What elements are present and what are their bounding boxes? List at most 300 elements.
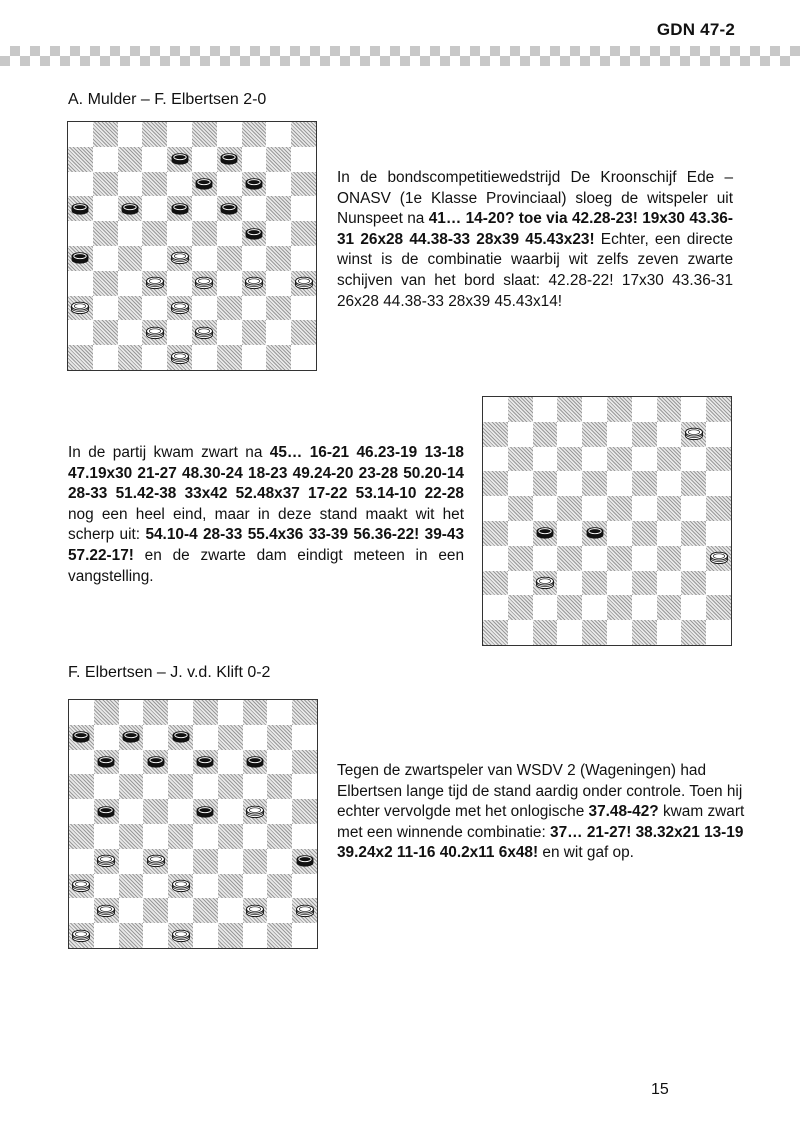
board-square-dark (68, 147, 93, 172)
board-square-dark (632, 471, 657, 496)
board-square-light (243, 824, 268, 849)
black-piece-icon (170, 152, 189, 167)
board-square-light (68, 320, 93, 345)
board-square-light (68, 172, 93, 197)
board-square-light (68, 221, 93, 246)
board-square-light (243, 923, 268, 948)
board-square-light (607, 471, 632, 496)
board-square-light (243, 774, 268, 799)
board-square-dark (266, 196, 291, 221)
board-square-dark (94, 750, 119, 775)
board-square-dark (217, 196, 242, 221)
board-square-dark (483, 471, 508, 496)
board-square-light (483, 496, 508, 521)
black-piece-icon (71, 251, 90, 266)
board-square-light (266, 122, 291, 147)
board-square-dark (168, 725, 193, 750)
board-square-light (69, 898, 94, 923)
white-piece-icon (72, 878, 91, 893)
black-piece-icon (195, 176, 214, 191)
board-square-light (681, 447, 706, 472)
game-title-3: F. Elbertsen – J. v.d. Klift 0-2 (68, 664, 271, 681)
board-square-light (68, 122, 93, 147)
board-square-light (533, 447, 558, 472)
commentary-text: kwam zwart met een winnende combinatie: (337, 803, 745, 841)
board-square-light (119, 750, 144, 775)
white-piece-icon (245, 804, 264, 819)
board-square-light (168, 799, 193, 824)
board-square-dark (557, 546, 582, 571)
magazine-code: GDN 47-2 (656, 20, 735, 39)
board-square-light (68, 271, 93, 296)
board-square-light (292, 824, 317, 849)
board-square-dark (267, 923, 292, 948)
board-square-light (218, 750, 243, 775)
board-square-light (291, 246, 316, 271)
board-square-light (292, 874, 317, 899)
board-square-light (242, 345, 267, 370)
board-square-light (118, 172, 143, 197)
black-piece-icon (220, 201, 239, 216)
board-square-light (267, 799, 292, 824)
board-square-light (632, 595, 657, 620)
white-piece-icon (71, 300, 90, 315)
board-square-dark (533, 521, 558, 546)
black-piece-icon (220, 152, 239, 167)
board-square-dark (657, 397, 682, 422)
board-square-dark (143, 898, 168, 923)
board-square-light (118, 271, 143, 296)
board-square-dark (68, 345, 93, 370)
board-square-dark (706, 447, 731, 472)
white-piece-icon (195, 276, 214, 291)
board-square-dark (266, 246, 291, 271)
white-piece-icon (684, 427, 703, 442)
board-square-light (94, 874, 119, 899)
board-square-dark (242, 221, 267, 246)
board-square-light (218, 849, 243, 874)
board-square-light (706, 422, 731, 447)
board-square-light (243, 725, 268, 750)
black-piece-icon (170, 201, 189, 216)
board-square-light (267, 849, 292, 874)
board-square-dark (266, 345, 291, 370)
board-square-light (681, 546, 706, 571)
board-square-light (706, 571, 731, 596)
board-square-dark (483, 571, 508, 596)
board-square-dark (267, 824, 292, 849)
board-square-light (267, 700, 292, 725)
board-square-dark (94, 849, 119, 874)
board-square-light (681, 595, 706, 620)
board-square-light (533, 397, 558, 422)
board-square-dark (681, 620, 706, 645)
board-square-light (483, 397, 508, 422)
board-square-dark (557, 447, 582, 472)
board-square-light (218, 700, 243, 725)
commentary-text: In de bondscompetitiewedstrijd De Kroonschijf Ede – ONASV (1e Klasse Provinciaal) sloeg de witspeler uit Nunspeet na (337, 169, 733, 228)
board-square-light (266, 221, 291, 246)
board-square-dark (68, 246, 93, 271)
board-square-dark (217, 246, 242, 271)
board-square-light (291, 196, 316, 221)
board-square-light (69, 750, 94, 775)
board-square-dark (217, 345, 242, 370)
board-square-dark (483, 620, 508, 645)
white-piece-icon (170, 251, 189, 266)
board-square-light (143, 725, 168, 750)
board-square-dark (292, 700, 317, 725)
board-square-light (657, 422, 682, 447)
board-square-dark (218, 725, 243, 750)
move-notation: 54.10-4 28-33 55.4x36 33-39 56.36-22! 39-43 57.22-17! (68, 526, 465, 564)
board-square-dark (242, 320, 267, 345)
black-piece-icon (171, 730, 190, 745)
board-square-dark (192, 172, 217, 197)
board-square-dark (681, 521, 706, 546)
board-square-dark (291, 271, 316, 296)
white-piece-icon (146, 854, 165, 869)
white-piece-icon (245, 903, 264, 918)
move-notation: 37.48-42? (588, 803, 659, 821)
board-square-light (93, 147, 118, 172)
board-square-light (167, 172, 192, 197)
board-square-light (291, 345, 316, 370)
board-square-light (168, 750, 193, 775)
board-square-dark (69, 824, 94, 849)
board-square-light (192, 147, 217, 172)
board-square-dark (533, 620, 558, 645)
board-square-light (557, 571, 582, 596)
board-square-dark (94, 898, 119, 923)
board-square-light (142, 246, 167, 271)
board-square-dark (632, 422, 657, 447)
board-square-dark (607, 397, 632, 422)
board-square-light (119, 898, 144, 923)
board-square-light (607, 620, 632, 645)
board-square-dark (119, 824, 144, 849)
move-notation: 45… 16-21 46.23-19 13-18 47.19x30 21-27 48.30-24 18-23 49.24-20 23-28 50.20-14 28-33 51.42-38 33x42 52.48x37 17-22 53.14-10 22-28 (68, 444, 464, 503)
board-square-dark (291, 122, 316, 147)
board-square-light (218, 799, 243, 824)
board-square-light (94, 774, 119, 799)
board-square-light (93, 246, 118, 271)
board-square-dark (167, 345, 192, 370)
board-square-light (242, 147, 267, 172)
board-square-light (533, 496, 558, 521)
board-square-dark (68, 296, 93, 321)
white-piece-icon (97, 854, 116, 869)
black-piece-icon (245, 754, 264, 769)
board-square-light (167, 221, 192, 246)
board-square-dark (582, 521, 607, 546)
board-square-dark (557, 496, 582, 521)
commentary-text: nog een heel eind, maar in deze stand maakt wit het scherp uit: (68, 505, 464, 544)
board-square-light (192, 196, 217, 221)
board-square-light (483, 546, 508, 571)
board-square-dark (582, 571, 607, 596)
board-square-light (681, 496, 706, 521)
board-square-dark (94, 799, 119, 824)
board-square-light (291, 147, 316, 172)
board-square-dark (632, 620, 657, 645)
board-square-light (142, 196, 167, 221)
board-square-dark (243, 849, 268, 874)
board-square-dark (143, 700, 168, 725)
board-square-light (557, 620, 582, 645)
board-square-light (217, 320, 242, 345)
black-piece-icon (120, 201, 139, 216)
board-square-dark (292, 750, 317, 775)
board-square-dark (118, 196, 143, 221)
white-piece-icon (97, 903, 116, 918)
board-square-light (93, 196, 118, 221)
board-square-light (508, 471, 533, 496)
board-square-dark (119, 725, 144, 750)
move-notation: 37… 21-27! 38.32x21 13-19 39.24x2 11-16 40.2x11 6x48! (337, 823, 744, 862)
board-square-light (119, 700, 144, 725)
board-square-dark (607, 595, 632, 620)
board-square-light (142, 147, 167, 172)
commentary-paragraph-3 (337, 761, 747, 864)
board-square-dark (508, 447, 533, 472)
board-square-light (706, 521, 731, 546)
white-piece-icon (195, 325, 214, 340)
white-piece-icon (535, 575, 554, 590)
white-piece-icon (244, 276, 263, 291)
black-piece-icon (71, 201, 90, 216)
black-piece-icon (196, 804, 215, 819)
board-square-dark (508, 595, 533, 620)
board-square-light (582, 595, 607, 620)
commentary-text: en de zwarte dam eindigt meteen in een vangstelling. (68, 546, 464, 585)
board-square-dark (582, 620, 607, 645)
white-piece-icon (709, 551, 728, 566)
board-square-light (267, 898, 292, 923)
board-square-light (267, 750, 292, 775)
board-square-light (632, 397, 657, 422)
board-square-light (143, 874, 168, 899)
black-piece-icon (196, 754, 215, 769)
board-square-dark (118, 246, 143, 271)
board-square-light (119, 849, 144, 874)
board-square-light (217, 172, 242, 197)
board-square-dark (706, 397, 731, 422)
board-square-light (119, 799, 144, 824)
board-square-light (292, 774, 317, 799)
board-square-dark (508, 397, 533, 422)
board-square-light (69, 849, 94, 874)
board-square-dark (167, 147, 192, 172)
board-square-dark (483, 521, 508, 546)
board-square-dark (243, 898, 268, 923)
board-square-light (142, 345, 167, 370)
board-square-light (582, 546, 607, 571)
board-square-light (168, 700, 193, 725)
board-square-light (193, 874, 218, 899)
board-square-dark (142, 221, 167, 246)
commentary-text: Tegen de zwartspeler van WSDV 2 (Wageningen) had Elbertsen lange tijd de stand aardig onder controle. Toen hij echter vervolgde met het onlogische (337, 762, 743, 821)
white-piece-icon (171, 878, 190, 893)
board-square-dark (242, 172, 267, 197)
board-square-dark (508, 496, 533, 521)
board-square-dark (292, 799, 317, 824)
board-square-light (217, 221, 242, 246)
board-square-dark (706, 546, 731, 571)
board-square-dark (557, 595, 582, 620)
board-square-light (242, 196, 267, 221)
black-piece-icon (72, 730, 91, 745)
checker-strip-divider (0, 46, 800, 66)
board-square-light (607, 571, 632, 596)
board-square-dark (243, 700, 268, 725)
board-square-dark (167, 296, 192, 321)
board-square-dark (242, 122, 267, 147)
board-square-light (193, 725, 218, 750)
board-square-dark (143, 849, 168, 874)
board-square-dark (657, 447, 682, 472)
board-square-light (118, 320, 143, 345)
board-square-dark (657, 546, 682, 571)
board-square-dark (69, 874, 94, 899)
board-square-dark (533, 422, 558, 447)
board-square-dark (266, 296, 291, 321)
board-square-dark (242, 271, 267, 296)
board-square-light (94, 923, 119, 948)
board-square-dark (168, 874, 193, 899)
board-square-light (533, 546, 558, 571)
white-piece-icon (145, 276, 164, 291)
board-square-dark (192, 320, 217, 345)
board-square-light (243, 874, 268, 899)
board-square-dark (142, 271, 167, 296)
black-piece-icon (97, 754, 116, 769)
board-square-light (582, 496, 607, 521)
board-square-light (143, 923, 168, 948)
board-square-dark (243, 799, 268, 824)
board-square-dark (218, 824, 243, 849)
board-square-dark (632, 521, 657, 546)
board-square-light (217, 122, 242, 147)
board-square-light (167, 122, 192, 147)
board-square-light (266, 271, 291, 296)
board-square-dark (657, 595, 682, 620)
board-square-light (533, 595, 558, 620)
board-square-dark (193, 849, 218, 874)
board-square-light (192, 296, 217, 321)
board-square-dark (143, 799, 168, 824)
board-square-dark (217, 147, 242, 172)
board-square-dark (681, 471, 706, 496)
board-square-dark (706, 595, 731, 620)
board-square-light (557, 422, 582, 447)
board-square-light (193, 774, 218, 799)
board-square-light (242, 296, 267, 321)
black-piece-icon (244, 226, 263, 241)
black-piece-icon (97, 804, 116, 819)
diagram-board-1 (67, 121, 317, 371)
board-square-dark (93, 320, 118, 345)
board-square-dark (68, 196, 93, 221)
white-piece-icon (170, 350, 189, 365)
white-piece-icon (171, 928, 190, 943)
board-square-dark (168, 923, 193, 948)
board-square-light (143, 824, 168, 849)
board-square-dark (267, 774, 292, 799)
board-square-dark (508, 546, 533, 571)
board-square-light (69, 700, 94, 725)
board-square-light (657, 571, 682, 596)
board-square-dark (142, 320, 167, 345)
board-square-light (557, 521, 582, 546)
board-square-dark (266, 147, 291, 172)
board-square-light (118, 122, 143, 147)
board-square-dark (218, 923, 243, 948)
board-square-dark (94, 700, 119, 725)
board-square-light (94, 725, 119, 750)
board-square-dark (193, 700, 218, 725)
board-square-light (168, 849, 193, 874)
board-square-dark (119, 774, 144, 799)
board-square-dark (168, 774, 193, 799)
board-square-dark (582, 471, 607, 496)
board-square-dark (706, 496, 731, 521)
board-square-dark (167, 196, 192, 221)
board-square-dark (93, 271, 118, 296)
board-square-dark (192, 122, 217, 147)
board-square-dark (193, 750, 218, 775)
board-square-light (557, 471, 582, 496)
board-square-light (69, 799, 94, 824)
board-square-dark (193, 898, 218, 923)
board-square-dark (69, 725, 94, 750)
board-square-light (94, 824, 119, 849)
board-square-dark (291, 320, 316, 345)
board-square-dark (533, 471, 558, 496)
board-square-light (218, 898, 243, 923)
board-square-light (167, 271, 192, 296)
move-notation: 41… 14-20? toe via 42.28-23! 19x30 43.36-31 26x28 44.38-33 28x39 45.43x23! (337, 210, 733, 248)
board-square-light (657, 521, 682, 546)
board-square-dark (607, 546, 632, 571)
page-number: 15 (651, 1081, 669, 1098)
board-square-light (632, 447, 657, 472)
board-square-dark (607, 447, 632, 472)
board-square-dark (657, 496, 682, 521)
board-square-dark (142, 172, 167, 197)
board-square-dark (681, 571, 706, 596)
board-square-light (582, 397, 607, 422)
board-square-dark (192, 221, 217, 246)
board-square-light (582, 447, 607, 472)
board-square-light (266, 320, 291, 345)
board-square-light (632, 496, 657, 521)
board-square-light (508, 521, 533, 546)
board-square-light (291, 296, 316, 321)
game-title-1: A. Mulder – F. Elbertsen 2-0 (68, 91, 267, 108)
commentary-text: Echter, een directe winst is de combinatie waarbij wit zelfs zeven zwarte schijven van het bord slaat: 42.28-22! 17x30 43.36-31 26x28 44.38-33 28x39 45.43x14! (337, 230, 733, 310)
board-square-dark (292, 898, 317, 923)
board-square-dark (93, 172, 118, 197)
board-square-dark (69, 923, 94, 948)
board-square-light (483, 447, 508, 472)
board-square-dark (243, 750, 268, 775)
board-square-light (706, 471, 731, 496)
board-square-dark (193, 799, 218, 824)
board-square-dark (292, 849, 317, 874)
board-square-dark (168, 824, 193, 849)
board-square-light (143, 774, 168, 799)
